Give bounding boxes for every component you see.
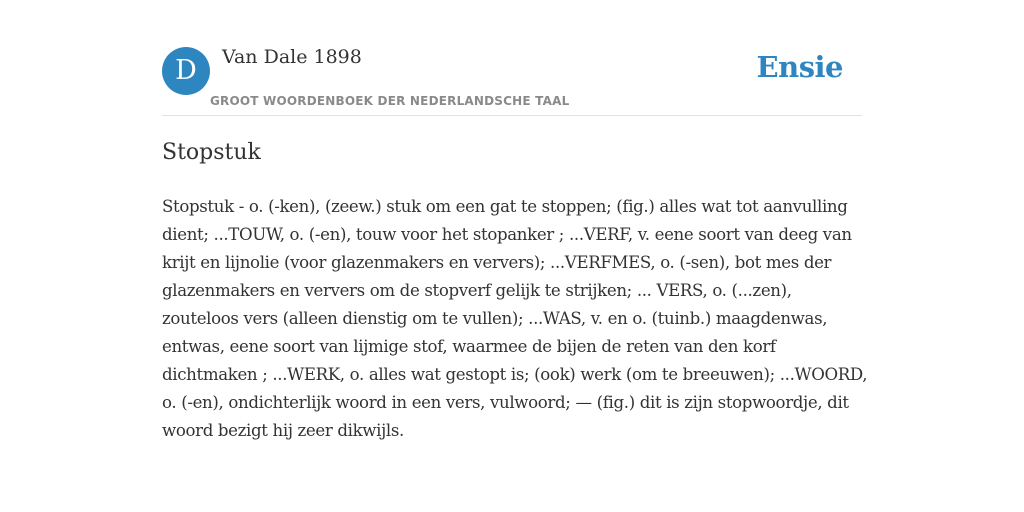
card-header bbox=[162, 0, 862, 116]
source-avatar[interactable]: D bbox=[162, 47, 210, 95]
dictionary-card bbox=[162, 0, 868, 512]
brand-logo[interactable]: Ensie bbox=[756, 50, 843, 84]
source-title[interactable]: Van Dale 1898 bbox=[222, 46, 362, 68]
entry-title: Stopstuk bbox=[162, 140, 261, 165]
entry-definition: Stopstuk - o. (-ken), (zeew.) stuk om een gat te stoppen; (fig.) alles wat tot aanvulling dient; ...TOUW, o. (-en), touw voor het stopanker ; ...VERF, v. eene soort van deeg van krijt en lijnolie (voor glazenmakers en ververs); ...VERFMES, o. (-sen), bot mes der glazenmakers en ververs om de stopverf gelijk te strijken; ... VERS, o. (...zen), zouteloos vers (alleen dienstig om te vullen); ...WAS, v. en o. (tuinb.) maagdenwas, entwas, eene soort van lijmige stof, waarmee de bijen de reten van den korf dichtmaken ; ...WERK, o. alles wat gestopt is; (ook) werk (om te breeuwen); ...WOORD, o. (-en), ondichterlijk woord in een vers, vulwoord; — (fig.) dit is zijn stopwoordje, dit woord bezigt hij zeer dikwijls. bbox=[162, 197, 868, 440]
source-subtitle: GROOT WOORDENBOEK DER NEDERLANDSCHE TAAL bbox=[210, 94, 570, 108]
